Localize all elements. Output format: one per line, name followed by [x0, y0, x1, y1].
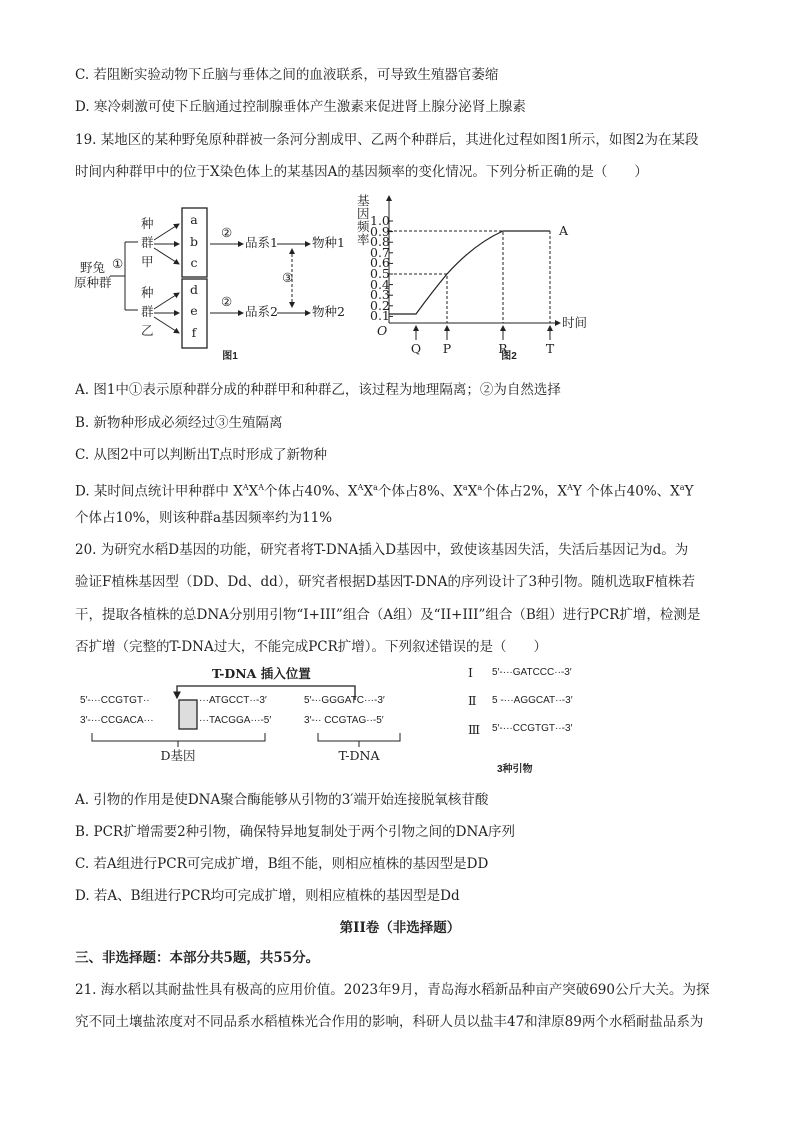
- origin-label-1: 野兔: [80, 260, 106, 275]
- step1-marker: ①: [112, 256, 124, 271]
- pop-b-char: 种: [141, 285, 154, 300]
- primer-seq: 5 -···AGGCAT··-3′: [492, 695, 573, 706]
- x-point-arrows: [416, 326, 550, 340]
- figure2-caption: 图2: [501, 351, 517, 362]
- figure2-chart: [389, 196, 560, 340]
- x-point-t: T: [545, 341, 555, 356]
- q20-option-c: C. 若A组进行PCR可完成扩增，B组不能，则相应植株的基因型是DD: [75, 856, 489, 872]
- tdna-top-strand: 5′-··GGGATC···-3′: [304, 695, 385, 706]
- d-gene-top-right: ···ATGCCT··-3′: [199, 695, 267, 706]
- option-d-text: 个体占40%、: [264, 483, 349, 500]
- q19-stem-line2: 时间内种群甲中的位于X染色体上的某基因A的基因频率的变化情况。下列分析正确的是（ ）: [75, 164, 648, 180]
- q19-option-b: B. 新物种形成必须经过③生殖隔离: [75, 415, 283, 431]
- box-a-letter: c: [190, 255, 198, 270]
- primer-id: Ⅱ: [468, 693, 477, 708]
- figure1-caption: 图1: [222, 351, 238, 362]
- pop-a-char: 群: [141, 235, 154, 250]
- q20-option-d: D. 若A、B组进行PCR均可完成扩增，则相应植株的基因型是Dd: [75, 888, 460, 904]
- q20-stem-line4: 否扩增（完整的T-DNA过大，不能完成PCR扩增）。下列叙述错误的是（ ）: [75, 639, 548, 655]
- pop-b-char: 群: [141, 304, 154, 319]
- y-tick-label: 0.1: [370, 308, 390, 324]
- q19-option-c: C. 从图2中可以判断出T点时形成了新物种: [75, 447, 328, 463]
- species2-label: 物种2: [312, 304, 345, 319]
- y-tick-label: 0.6: [370, 255, 390, 271]
- y-tick-label: 0.5: [370, 266, 390, 281]
- y-axis-label-char: 基: [357, 193, 370, 208]
- y-tick-label: 0.4: [370, 276, 390, 292]
- x-axis-label: 时间: [562, 315, 588, 330]
- insert-position-label: T-DNA 插入位置: [212, 666, 311, 681]
- origin-label-2: 原种群: [74, 275, 112, 290]
- y-axis-label-char: 因: [357, 206, 370, 221]
- y-tick-label: 0.9: [370, 223, 390, 239]
- pop-b-char: 乙: [141, 323, 154, 338]
- box-b-letter: e: [190, 303, 198, 318]
- y-tick-label: 0.7: [370, 244, 390, 260]
- section2-title: 第II卷（非选择题）: [339, 920, 461, 936]
- option-d-text: 个体占8%、: [377, 483, 454, 500]
- pop-a-char: 甲: [141, 254, 154, 269]
- box-b-letter: f: [191, 325, 197, 340]
- primer-seq: 5′-···GATCCC··-3′: [492, 667, 572, 678]
- y-tick-label: 0.8: [370, 234, 390, 250]
- tdna-label: T-DNA: [338, 748, 380, 763]
- q20-stem-line3: 干，提取各植株的总DNA分别用引物“I+III”组合（A组）及“II+III”组合（B组）进行PCR扩增，检测是: [75, 607, 701, 623]
- tdna-bottom-strand: 3′-·· CCGTAG··-5′: [304, 715, 384, 726]
- d-gene-top-left: 5′-···CCGTGT··: [80, 695, 150, 706]
- box-a-letter: b: [189, 234, 199, 249]
- q19-option-d-line2: 个体占10%，则该种群a基因频率约为11%: [75, 510, 333, 526]
- primer-id: Ⅲ: [468, 722, 481, 737]
- species1-label: 物种1: [312, 235, 345, 250]
- y-tick-label: 0.2: [370, 297, 390, 313]
- y-axis-label-char: 频: [357, 219, 370, 234]
- q20-stem-line1: 20. 为研究水稻D基因的功能，研究者将T-DNA插入D基因中，致使该基因失活，失活后基因记为d。为: [75, 542, 689, 558]
- box-b-letter: d: [189, 282, 199, 297]
- step2-marker: ②: [221, 294, 233, 309]
- q20-option-b: B. PCR扩增需要2种引物，确保特异地复制处于两个引物之间的DNA序列: [75, 824, 516, 840]
- step2-marker: ②: [221, 225, 233, 240]
- x-point-q: Q: [410, 341, 422, 356]
- y-axis-label-char: 率: [357, 232, 370, 247]
- primers-caption: 3种引物: [497, 764, 533, 775]
- primer-seq: 5′-···CCGTGT··-3′: [492, 723, 573, 734]
- gene-frequency-curve: [389, 231, 550, 314]
- x-point-p: P: [442, 341, 452, 356]
- q18-option-d: D. 寒冷刺激可使下丘脑通过控制腺垂体产生激素来促进肾上腺分泌肾上腺素: [75, 99, 526, 115]
- primer-id: Ⅰ: [468, 665, 473, 680]
- option-d-text: 个体占40%、: [586, 483, 671, 500]
- section3-title: 三、非选择题：本部分共5题，共55分。: [75, 950, 320, 966]
- y-tick-label: 1.0: [370, 213, 390, 228]
- d-gene-bottom-left: 3′-···CCGACA···: [80, 715, 154, 726]
- box-a-letter: a: [190, 212, 198, 227]
- pop-a-char: 种: [141, 216, 154, 231]
- q19-option-a: A. 图1中①表示原种群分成的种群甲和种群乙，该过程为地理隔离；②为自然选择: [75, 382, 561, 398]
- option-d-text: 个体占2%，: [482, 483, 558, 500]
- y-tick-label: 0.3: [370, 287, 390, 303]
- origin-label: O: [377, 323, 388, 338]
- option-d-text: D. 某时间点统计甲种群中: [75, 483, 229, 500]
- d-gene-label: D基因: [160, 748, 196, 763]
- q19-option-d: D. 某时间点统计甲种群中 $X^AX^A$个体占40%、$X^AX^a$个体占8%、$X^aX^a$个体占2%，$X^AY$ 个体占40%、$X^aY$: [75, 483, 694, 500]
- series-label-a: A: [559, 223, 569, 238]
- q20-stem-line2: 验证F植株基因型（DD、Dd、dd），研究者根据D基因T-DNA的序列设计了3种引物。随机选取F植株若: [75, 574, 696, 590]
- d-gene-bottom-right: ···TACGGA···-5′: [199, 715, 272, 726]
- q21-line1: 21. 海水稻以其耐盐性具有极高的应用价值。2023年9月，青岛海水稻新品种亩产突破690公斤大关。为探: [75, 982, 710, 998]
- q21-line2: 究不同土壤盐浓度对不同品系水稻植株光合作用的影响，科研人员以盐丰47和津原89两个水稻耐盐品系为: [75, 1014, 704, 1030]
- q19-stem-line1: 19. 某地区的某种野兔原种群被一条河分割成甲、乙两个种群后，其进化过程如图1所示，如图2为在某段: [75, 132, 699, 148]
- q18-option-c: C. 若阻断实验动物下丘脑与垂体之间的血液联系，可导致生殖器官萎缩: [75, 67, 499, 83]
- step3-marker: ③: [282, 270, 294, 285]
- x-point-r: R: [498, 341, 508, 356]
- figure1-lines: [110, 208, 310, 348]
- strain2-label: 品系2: [245, 304, 278, 319]
- strain1-label: 品系1: [245, 235, 278, 250]
- q20-option-a: A. 引物的作用是使DNA聚合酶能够从引物的3′端开始连接脱氧核苷酸: [75, 792, 489, 808]
